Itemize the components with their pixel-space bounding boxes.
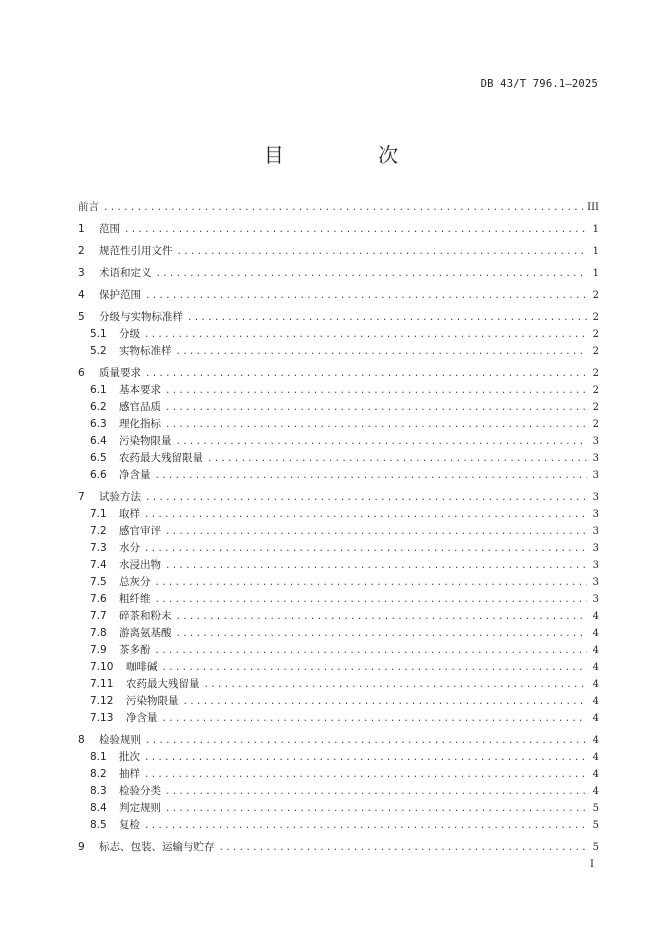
toc-entry-title: 范围	[99, 223, 120, 235]
table-of-contents	[78, 199, 599, 856]
dot-leader	[177, 247, 588, 257]
toc-entry-number: 4	[78, 289, 85, 301]
toc-entry-page: 2	[592, 346, 599, 357]
toc-entry-title: 分级	[119, 328, 140, 340]
toc-entry-title: 分级与实物标准样	[99, 311, 183, 323]
toc-entry-page: 1	[592, 268, 599, 279]
dot-leader	[103, 203, 583, 213]
toc-entry-page: 4	[592, 662, 599, 673]
dot-leader	[145, 291, 587, 301]
toc-entry-number: 6	[78, 367, 85, 379]
toc-entry-page: 3	[592, 453, 599, 464]
dot-leader	[155, 646, 588, 656]
toc-entry-number: 7.13	[90, 712, 114, 724]
toc-entry-number: 3	[78, 267, 85, 279]
toc-entry-page: 4	[592, 696, 599, 707]
toc-entry-title: 质量要求	[99, 367, 141, 379]
document-code: DB 43/T 796.1—2025	[480, 78, 598, 90]
toc-entry-title: 理化指标	[119, 418, 161, 430]
toc-entry-page: 3	[592, 492, 599, 503]
toc-entry-title: 水浸出物	[119, 559, 161, 571]
toc-entry-number: 8.1	[90, 751, 107, 763]
dot-leader	[155, 578, 588, 588]
toc-entry-page: 2	[592, 419, 599, 430]
toc-entry-title: 保护范围	[99, 289, 141, 301]
dot-leader	[187, 313, 587, 323]
toc-entry[interactable]	[78, 676, 599, 693]
toc-entry-page: 2	[592, 290, 599, 301]
toc-entry-page: 4	[592, 611, 599, 622]
page-title: 目 次	[263, 143, 443, 167]
dot-leader	[144, 544, 587, 554]
dot-leader	[144, 753, 587, 763]
toc-entry-page: 4	[592, 628, 599, 639]
toc-entry-title: 粗纤维	[119, 593, 151, 605]
toc-entry-page: 4	[592, 713, 599, 724]
toc-entry-number: 6.3	[90, 418, 107, 430]
toc-entry-page: 4	[592, 645, 599, 656]
toc-entry-title: 复检	[119, 819, 140, 831]
dot-leader	[165, 804, 587, 814]
toc-entry[interactable]	[78, 343, 599, 360]
toc-entry[interactable]	[78, 221, 599, 238]
dot-leader	[162, 714, 588, 724]
toc-entry-title: 净含量	[119, 469, 151, 481]
toc-entry[interactable]	[78, 817, 599, 834]
dot-leader	[155, 471, 588, 481]
toc-entry-page: 3	[592, 594, 599, 605]
dot-leader	[144, 821, 587, 831]
toc-entry[interactable]	[78, 839, 599, 856]
toc-entry-number: 5.2	[90, 345, 107, 357]
toc-entry-page: 5	[592, 803, 599, 814]
toc-entry-page: 3	[592, 526, 599, 537]
toc-entry-title: 农药最大残留限量	[119, 452, 203, 464]
toc-entry-page: 3	[592, 560, 599, 571]
toc-entry-page: 2	[592, 385, 599, 396]
toc-entry[interactable]	[78, 693, 599, 710]
toc-entry-page: 4	[592, 735, 599, 746]
toc-entry-title: 茶多酚	[119, 644, 151, 656]
toc-entry-number: 7.1	[90, 508, 107, 520]
toc-entry[interactable]	[78, 574, 599, 591]
toc-entry-number: 7	[78, 491, 85, 503]
toc-entry[interactable]	[78, 265, 599, 282]
toc-entry-number: 8	[78, 734, 85, 746]
dot-leader	[144, 330, 587, 340]
toc-entry[interactable]	[78, 659, 599, 676]
toc-entry[interactable]	[78, 489, 599, 506]
toc-entry-number: 7.4	[90, 559, 107, 571]
toc-entry[interactable]	[78, 783, 599, 800]
toc-entry[interactable]	[78, 591, 599, 608]
page-number: I	[590, 859, 594, 870]
toc-entry-number: 7.11	[90, 678, 114, 690]
toc-entry[interactable]	[78, 523, 599, 540]
toc-entry-number: 6.5	[90, 452, 107, 464]
toc-entry-number: 7.3	[90, 542, 107, 554]
toc-entry[interactable]	[78, 433, 599, 450]
dot-leader	[183, 697, 588, 707]
toc-entry-number: 7.5	[90, 576, 107, 588]
toc-entry-page: 5	[592, 820, 599, 831]
toc-entry[interactable]	[78, 467, 599, 484]
toc-entry-title: 规范性引用文件	[99, 245, 173, 257]
toc-entry-page: 5	[592, 842, 599, 853]
toc-entry[interactable]	[78, 506, 599, 523]
toc-entry-page: 1	[592, 246, 599, 257]
toc-entry-title: 农药最大残留量	[126, 678, 200, 690]
toc-entry[interactable]	[78, 243, 599, 260]
toc-entry-number: 7.8	[90, 627, 107, 639]
toc-entry-number: 7.7	[90, 610, 107, 622]
toc-entry-title: 感官品质	[119, 401, 161, 413]
dot-leader	[176, 437, 588, 447]
toc-entry-title: 标志、包装、运输与贮存	[99, 841, 215, 853]
toc-entry-title: 水分	[119, 542, 140, 554]
toc-entry-number: 8.2	[90, 768, 107, 780]
toc-entry-title: 判定规则	[119, 802, 161, 814]
toc-entry-number: 6.2	[90, 401, 107, 413]
toc-entry[interactable]	[78, 309, 599, 326]
dot-leader	[144, 510, 587, 520]
toc-entry[interactable]	[78, 382, 599, 399]
toc-entry[interactable]	[78, 732, 599, 749]
toc-entry-number: 5	[78, 311, 85, 323]
toc-entry-title: 总灰分	[119, 576, 151, 588]
toc-entry-page: 1	[592, 224, 599, 235]
toc-entry-number: 7.9	[90, 644, 107, 656]
toc-entry-title: 实物标准样	[119, 345, 172, 357]
toc-entry-number: 7.12	[90, 695, 114, 707]
toc-entry-page: 2	[592, 329, 599, 340]
toc-entry-page: 4	[592, 786, 599, 797]
toc-entry-title: 试验方法	[99, 491, 141, 503]
toc-entry-number: 6.6	[90, 469, 107, 481]
toc-entry-title: 基本要求	[119, 384, 161, 396]
toc-entry[interactable]	[78, 326, 599, 343]
toc-entry[interactable]	[78, 399, 599, 416]
toc-entry[interactable]	[78, 608, 599, 625]
dot-leader	[145, 736, 587, 746]
toc-entry-number: 9	[78, 841, 85, 853]
toc-entry[interactable]	[78, 749, 599, 766]
dot-leader	[155, 595, 588, 605]
toc-entry-title: 净含量	[126, 712, 158, 724]
toc-entry[interactable]	[78, 642, 599, 659]
toc-entry[interactable]	[78, 365, 599, 382]
toc-entry-title: 碎茶和粉末	[119, 610, 172, 622]
dot-leader	[124, 225, 587, 235]
dot-leader	[176, 347, 588, 357]
toc-entry-number: 7.6	[90, 593, 107, 605]
dot-leader	[165, 527, 587, 537]
toc-entry-title: 游离氨基酸	[119, 627, 172, 639]
toc-entry-title: 污染物限量	[119, 435, 172, 447]
dot-leader	[204, 680, 588, 690]
dot-leader	[145, 369, 587, 379]
dot-leader	[219, 843, 588, 853]
toc-entry-title: 感官审评	[119, 525, 161, 537]
toc-entry-number: 5.1	[90, 328, 107, 340]
toc-entry[interactable]	[78, 625, 599, 642]
toc-entry-page: 2	[592, 402, 599, 413]
dot-leader	[145, 493, 587, 503]
toc-entry-number: 6.1	[90, 384, 107, 396]
toc-entry-page: 3	[592, 577, 599, 588]
toc-entry-page: 4	[592, 679, 599, 690]
toc-entry-title: 术语和定义	[99, 267, 152, 279]
toc-entry-title: 咖啡碱	[126, 661, 158, 673]
toc-entry-number: 8.4	[90, 802, 107, 814]
toc-entry-title: 批次	[119, 751, 140, 763]
dot-leader	[176, 612, 588, 622]
dot-leader	[156, 269, 588, 279]
toc-entry[interactable]	[78, 766, 599, 783]
toc-entry[interactable]	[78, 540, 599, 557]
toc-entry-number: 1	[78, 223, 85, 235]
toc-entry-title: 抽样	[119, 768, 140, 780]
dot-leader	[165, 403, 587, 413]
dot-leader	[165, 787, 587, 797]
toc-entry-number: 6.4	[90, 435, 107, 447]
toc-entry-page: 2	[592, 312, 599, 323]
toc-entry[interactable]	[78, 557, 599, 574]
toc-entry-title: 检验分类	[119, 785, 161, 797]
dot-leader	[165, 386, 587, 396]
toc-entry-page: 3	[592, 470, 599, 481]
toc-entry[interactable]	[78, 800, 599, 817]
dot-leader	[165, 561, 587, 571]
toc-entry-page: 3	[592, 543, 599, 554]
toc-entry-title: 取样	[119, 508, 140, 520]
dot-leader	[165, 420, 587, 430]
toc-entry-title: 前言	[78, 201, 99, 213]
dot-leader	[162, 663, 588, 673]
dot-leader	[207, 454, 587, 464]
toc-entry-page: 3	[592, 436, 599, 447]
toc-entry[interactable]	[78, 710, 599, 727]
toc-entry[interactable]	[78, 287, 599, 304]
toc-entry-number: 8.3	[90, 785, 107, 797]
toc-entry-page: III	[587, 202, 599, 213]
toc-entry-number: 2	[78, 245, 85, 257]
toc-entry-number: 8.5	[90, 819, 107, 831]
toc-entry-number: 7.2	[90, 525, 107, 537]
toc-entry-title: 污染物限量	[126, 695, 179, 707]
dot-leader	[144, 770, 587, 780]
toc-entry-page: 2	[592, 368, 599, 379]
toc-entry-title: 检验规则	[99, 734, 141, 746]
toc-entry[interactable]	[78, 199, 599, 216]
toc-entry-page: 4	[592, 769, 599, 780]
toc-entry-page: 4	[592, 752, 599, 763]
toc-entry-page: 3	[592, 509, 599, 520]
toc-entry[interactable]	[78, 450, 599, 467]
toc-entry[interactable]	[78, 416, 599, 433]
dot-leader	[176, 629, 588, 639]
toc-entry-number: 7.10	[90, 661, 114, 673]
